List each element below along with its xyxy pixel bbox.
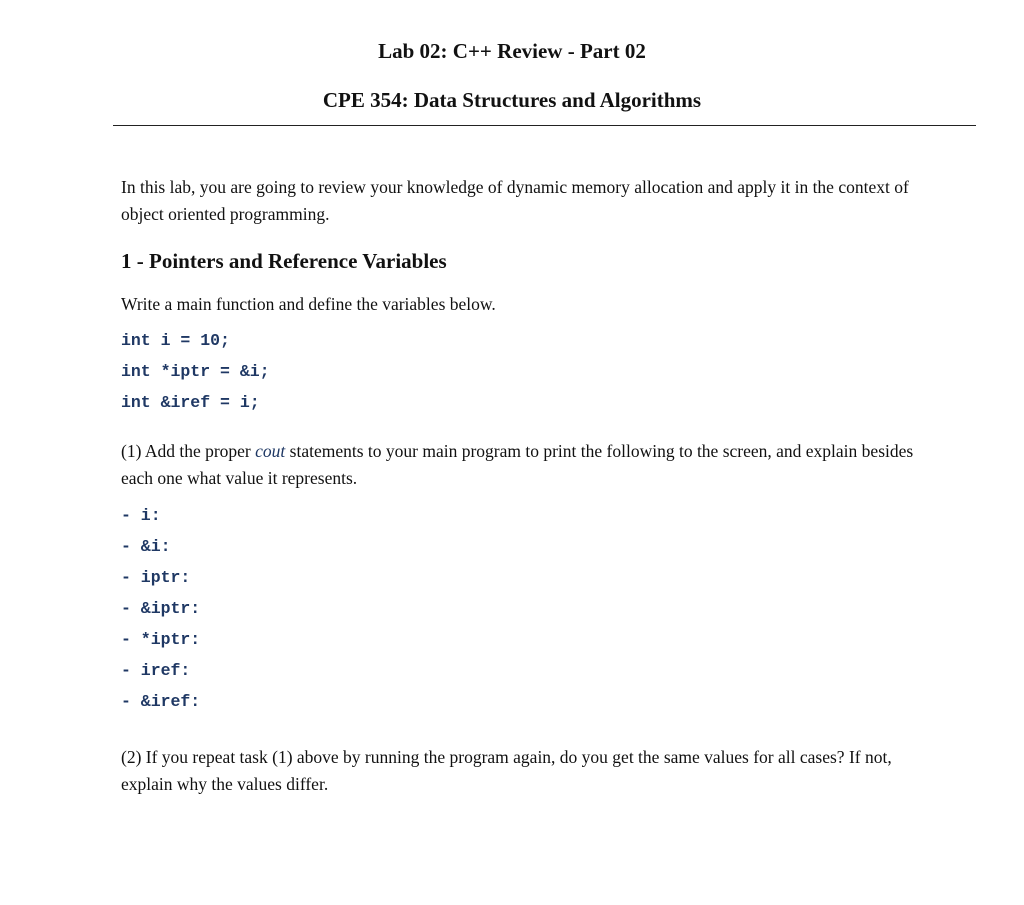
list-item: - iptr: [121, 568, 191, 587]
list-item: - &iref: [121, 692, 201, 711]
document-title: Lab 02: C++ Review - Part 02 [378, 39, 646, 63]
task1-text-rest: statements to your main program to print the following to the screen, and explain besides each one what value it represents. [121, 441, 914, 488]
code-line: int &iref = i; [121, 393, 260, 412]
print-items-list [121, 500, 921, 717]
intro-paragraph: In this lab, you are going to review your knowledge of dynamic memory allocation and apply it in the context of object oriented programming. [121, 177, 909, 224]
section-heading: 1 - Pointers and Reference Variables [121, 249, 447, 273]
task1-text: (1) Add the proper [121, 441, 256, 461]
list-item: - &iptr: [121, 599, 201, 618]
list-item: - *iptr: [121, 630, 201, 649]
cout-term: cout [255, 441, 286, 461]
list-item: - i: [121, 506, 161, 525]
code-block [121, 325, 921, 418]
task1-paragraph [121, 438, 921, 492]
header-divider [113, 125, 976, 126]
list-item: - &i: [121, 537, 171, 556]
code-line: int i = 10; [121, 331, 230, 350]
document-body [121, 174, 921, 798]
list-item: - iref: [121, 661, 191, 680]
code-line: int *iptr = &i; [121, 362, 270, 381]
document-subtitle: CPE 354: Data Structures and Algorithms [322, 88, 702, 112]
instruction-paragraph: Write a main function and define the variables below. [121, 294, 496, 314]
task2-paragraph: (2) If you repeat task (1) above by running the program again, do you get the same values for all cases? If not, explain why the values differ. [121, 747, 892, 794]
